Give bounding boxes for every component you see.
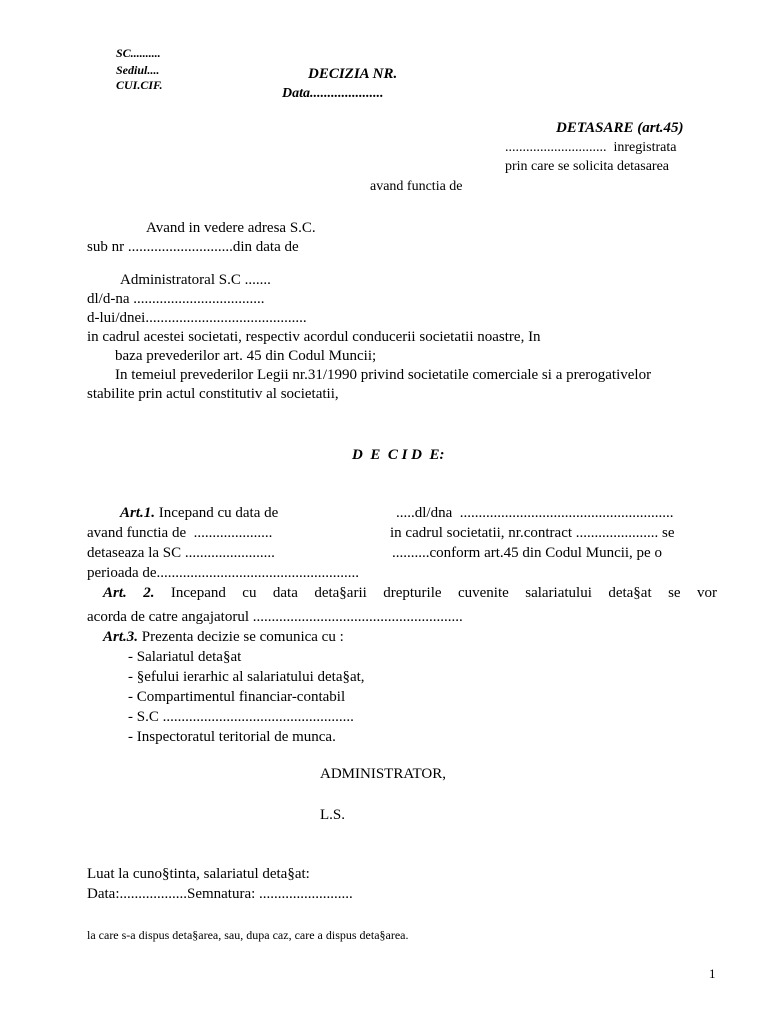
preamble-line: stabilite prin actul constitutiv al societatii, bbox=[87, 386, 339, 402]
article-2-label: Art. 2. bbox=[103, 585, 155, 601]
footnote: la care s-a dispus deta§area, sau, dupa caz, care a dispus deta§area. bbox=[87, 928, 409, 942]
article-1-line bbox=[120, 506, 278, 521]
function-line: avand functia de bbox=[370, 179, 463, 194]
administrator-signature: ADMINISTRATOR, bbox=[320, 766, 446, 782]
article-1-text: perioada de...................................................... bbox=[87, 565, 360, 581]
decide-heading: D E C I D E: bbox=[352, 447, 445, 463]
preamble-line: Avand in vedere adresa S.C. bbox=[146, 220, 316, 236]
company-seat: Sediul.... bbox=[116, 63, 160, 77]
acknowledgement-date-signature: Data:..................Semnatura: ......................... bbox=[87, 886, 353, 902]
preamble-line: baza prevederilor art. 45 din Codul Muncii; bbox=[115, 348, 377, 364]
article-1-text: avand functia de ..................... bbox=[87, 525, 273, 541]
preamble-line: In temeiul prevederilor Legii nr.31/1990 privind societatile comerciale si a prerogativelor bbox=[115, 367, 652, 383]
preamble-line: d-lui/dnei........................................... bbox=[87, 310, 307, 326]
preamble-line: sub nr ............................din data de bbox=[87, 239, 299, 255]
recipient-item: - §efului ierarhic al salariatului deta§at, bbox=[128, 669, 365, 685]
article-2-line bbox=[103, 586, 717, 601]
request-line: prin care se solicita detasarea bbox=[505, 159, 670, 174]
recipient-item: - Inspectoratul teritorial de munca. bbox=[128, 729, 336, 745]
page-number: 1 bbox=[709, 966, 716, 981]
decision-title: DECIZIA NR. bbox=[308, 66, 398, 82]
decision-subject: DETASARE (art.45) bbox=[556, 120, 684, 136]
article-3-text: Prezenta decizie se comunica cu : bbox=[138, 629, 344, 645]
company-cui: CUI.CIF. bbox=[116, 78, 163, 92]
article-3-line bbox=[103, 630, 344, 645]
recipient-item: - Salariatul deta§at bbox=[128, 649, 242, 665]
article-1-text: Incepand cu data de bbox=[155, 505, 279, 521]
article-1-text: in cadrul societatii, nr.contract ...................... se bbox=[390, 525, 675, 541]
article-2-text: acorda de catre angajatorul ........................................................ bbox=[87, 609, 463, 625]
recipient-item: - S.C ................................................... bbox=[128, 709, 354, 725]
article-2-text: Incepand cu data deta§arii drepturile cuvenite salariatului deta§at se vor bbox=[154, 585, 717, 601]
article-3-label: Art.3. bbox=[103, 629, 139, 645]
seal-placeholder: L.S. bbox=[320, 807, 346, 823]
company-name: SC.......... bbox=[116, 46, 161, 60]
decision-date: Data..................... bbox=[282, 86, 384, 101]
preamble-line: dl/d-na ................................... bbox=[87, 291, 265, 307]
preamble-line: in cadrul acestei societati, respectiv acordul conducerii societatii noastre, In bbox=[87, 329, 541, 345]
registration-line: ............................. inregistrata bbox=[505, 140, 677, 155]
article-1-text: detaseaza la SC ........................ bbox=[87, 545, 275, 561]
article-1-text: ..........conform art.45 din Codul Muncii, pe o bbox=[392, 545, 662, 561]
article-1-text: .....dl/dna ......................................................... bbox=[396, 505, 674, 521]
article-1-label: Art.1. bbox=[120, 505, 156, 521]
preamble-line: Administratoral S.C ....... bbox=[120, 272, 271, 288]
recipient-item: - Compartimentul financiar-contabil bbox=[128, 689, 346, 705]
acknowledgement-line: Luat la cuno§tinta, salariatul deta§at: bbox=[87, 866, 310, 882]
